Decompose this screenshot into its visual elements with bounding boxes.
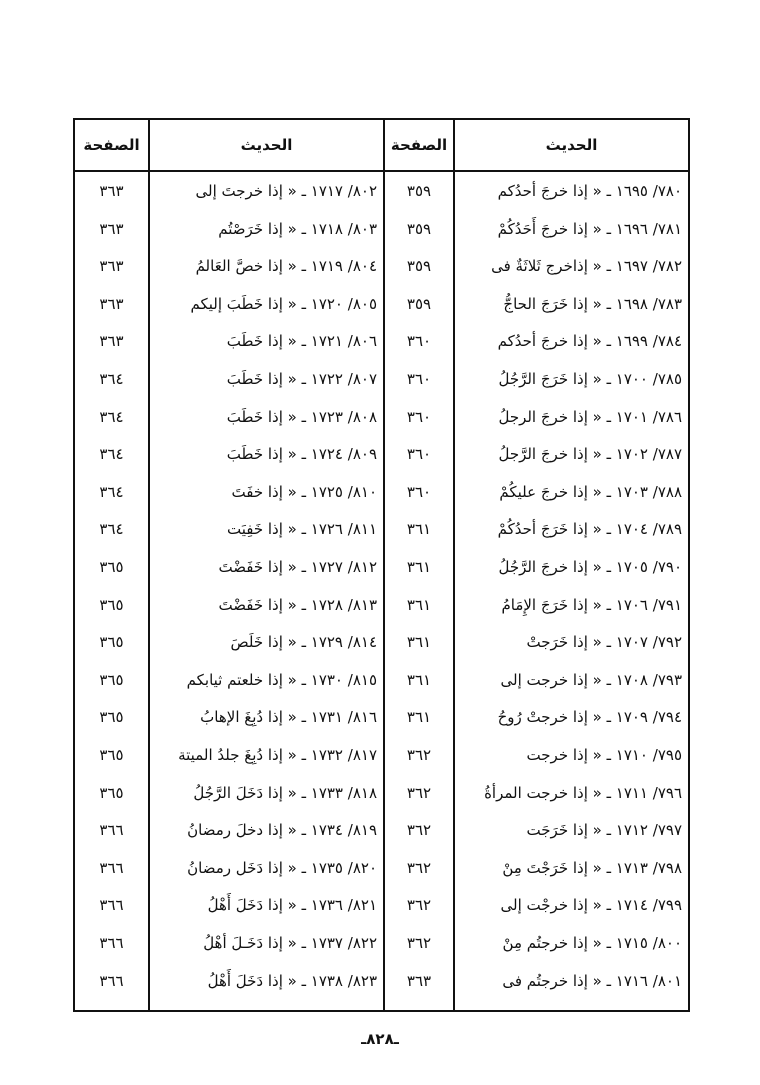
table-row (75, 887, 688, 924)
page-right-cell: ٣٦٢ (406, 746, 432, 764)
hadith-right-cell: ٧٨١/ ١٦٩٦ ـ « إذا خرجَ أَحَدُكُمْ (497, 219, 682, 238)
hadith-left-cell: ٨١١/ ١٧٢٦ ـ « إذا خَفِيَت (226, 520, 377, 539)
table-row (75, 511, 688, 548)
hadith-right-cell: ٧٩٩/ ١٧١٤ ـ « إذا خرجْت إلى (500, 896, 682, 915)
hadith-left-cell: ٨٢٣/ ١٧٣٨ ـ « إذا دَخَلَ أَهْلُ (207, 971, 377, 990)
page-left-cell: ٣٦٤ (99, 520, 124, 539)
hadith-right-cell: ٨٠١/ ١٧١٦ ـ « إذا خرجتُم فى (502, 971, 682, 990)
hadith-left-cell: ٨٠٢/ ١٧١٧ ـ « إذا خرجتَ إلى (195, 182, 377, 200)
hadith-left-cell: ٨٢١/ ١٧٣٦ ـ « إذا دَخَلَ أَهْلُ (207, 896, 377, 915)
hadith-left-cell: ٨١٥/ ١٧٣٠ ـ « إذا خلعتم ثيابكم (186, 670, 377, 689)
hadith-right-cell: ٧٩١/ ١٧٠٦ ـ « إذا خَرَجَ الإِمَامُ (501, 595, 682, 614)
page-left-cell: ٣٦٣ (99, 182, 124, 200)
hadith-right-cell: ٧٨٢/ ١٦٩٧ ـ « إذاخرج ثَلاثَةٌ فى (491, 257, 682, 276)
page-right-cell: ٣٦١ (406, 595, 432, 614)
page-right-cell: ٣٦٠ (406, 445, 432, 464)
page-left-cell: ٣٦٦ (99, 934, 124, 952)
header-page-left: الصفحة (83, 136, 140, 154)
page-left-cell: ٣٦٥ (99, 558, 124, 576)
page-left-cell: ٣٦٤ (99, 482, 124, 501)
page-left-cell: ٣٦٤ (99, 407, 124, 426)
page-right-cell: ٣٦١ (406, 520, 432, 539)
table-row (75, 662, 688, 699)
hadith-right-cell: ٧٨٧/ ١٧٠٢ ـ « إذا خرجَ الرَّجلُ (498, 445, 682, 464)
hadith-right-cell: ٧٩٤/ ١٧٠٩ ـ « إذا خرجتْ رُوحُ (497, 708, 682, 727)
hadith-right-cell: ٧٩٠/ ١٧٠٥ ـ « إذا خرجَ الرَّجُلُ (498, 558, 682, 576)
page-left-cell: ٣٦٦ (99, 971, 124, 990)
page-left-cell: ٣٦٣ (99, 219, 124, 238)
hadith-left-cell: ٨٠٥/ ١٧٢٠ ـ « إذا خَطَبَ إليكم (190, 294, 377, 313)
table-row (75, 399, 688, 436)
table-row (75, 850, 688, 887)
hadith-right-cell: ٧٩٢/ ١٧٠٧ ـ « إذا خَرَجتْ (526, 633, 682, 652)
page-right-cell: ٣٦٠ (406, 332, 432, 351)
table-row (75, 436, 688, 473)
table-row (75, 549, 688, 586)
table-row (75, 211, 688, 248)
table-row (75, 699, 688, 736)
hadith-right-cell: ٧٨٣/ ١٦٩٨ ـ « إذا خَرَجَ الحاجُّ (503, 294, 682, 313)
page-right-cell: ٣٦٣ (406, 971, 432, 990)
page-left-cell: ٣٦٥ (99, 708, 124, 727)
hadith-left-cell: ٨١٤/ ١٧٢٩ ـ « إذا خَلَصَ (230, 633, 377, 652)
header-page-right: الصفحة (390, 136, 448, 154)
hadith-right-cell: ٧٩٣/ ١٧٠٨ ـ « إذا خرجت إلى (500, 670, 682, 689)
page-left-cell: ٣٦٣ (99, 257, 124, 276)
table-row (75, 925, 688, 962)
table-row (75, 474, 688, 511)
hadith-right-cell: ٧٨٨/ ١٧٠٣ ـ « إذا خرجَ عليكُمْ (499, 482, 682, 501)
page-right-cell: ٣٦٠ (406, 407, 432, 426)
page-left-cell: ٣٦٥ (99, 633, 124, 652)
hadith-left-cell: ٨٠٩/ ١٧٢٤ ـ « إذا خَطَبَ (226, 445, 377, 464)
page-right-cell: ٣٦١ (406, 670, 432, 689)
hadith-right-cell: ٧٩٨/ ١٧١٣ ـ « إذا خَرَجْتَ مِنْ (502, 858, 682, 877)
page-right-cell: ٣٥٩ (406, 257, 432, 276)
hadith-left-cell: ٨١٣/ ١٧٢٨ ـ « إذا خَفَضْتَ (218, 595, 377, 614)
hadith-right-cell: ٧٩٦/ ١٧١١ ـ « إذا خرجت المرأةُ (484, 783, 682, 802)
hadith-left-cell: ٨٠٤/ ١٧١٩ ـ « إذا خصَّ العَالمُ (195, 257, 377, 276)
hadith-right-cell: ٧٨٩/ ١٧٠٤ ـ « إذا خَرَجَ أحدُكُمْ (497, 520, 682, 539)
hadith-left-cell: ٨١٢/ ١٧٢٧ ـ « إذا خَفَضْتَ (218, 558, 377, 576)
table-row (75, 323, 688, 360)
table-row (75, 812, 688, 849)
hadith-left-cell: ٨٠٧/ ١٧٢٢ ـ « إذا خَطَبَ (226, 370, 377, 388)
hadith-right-cell: ٧٩٧/ ١٧١٢ ـ « إذا خَرَجَت (526, 821, 682, 840)
header-hadith-right: الحديث (545, 136, 598, 154)
table-row (75, 587, 688, 624)
hadith-left-cell: ٨٠٣/ ١٧١٨ ـ « إذا خَرَصْتُم (218, 219, 377, 238)
hadith-left-cell: ٨١٠/ ١٧٢٥ ـ « إذا خفَتَ (231, 482, 377, 501)
page-left-cell: ٣٦٦ (99, 821, 124, 840)
page-number: ـ٨٢٨ـ (361, 1030, 399, 1048)
page-right-cell: ٣٦١ (406, 558, 432, 576)
hadith-left-cell: ٨٢٠/ ١٧٣٥ ـ « إذا دَخَل رمضانُ (187, 858, 377, 877)
page-left-cell: ٣٦٥ (99, 783, 124, 802)
page-right-cell: ٣٦٢ (406, 821, 432, 840)
hadith-left-cell: ٨٠٨/ ١٧٢٣ ـ « إذا خَطَبَ (226, 407, 377, 426)
page-left-cell: ٣٦٤ (99, 370, 124, 388)
page-right-cell: ٣٦١ (406, 708, 432, 727)
table-row (75, 624, 688, 661)
hadith-right-cell: ٨٠٠/ ١٧١٥ ـ « إذا خرجتُم مِنْ (502, 934, 682, 952)
hadith-left-cell: ٨١٩/ ١٧٣٤ ـ « إذا دخلَ رمضانُ (187, 821, 377, 840)
page-right-cell: ٣٥٩ (406, 182, 432, 200)
table-row (75, 286, 688, 323)
hadith-index-table (73, 118, 690, 1012)
hadith-left-cell: ٨٢٢/ ١٧٣٧ ـ « إذا دَخَـلَ أهْلُ (203, 934, 377, 952)
hadith-left-cell: ٨٠٦/ ١٧٢١ ـ « إذا خَطَبَ (226, 332, 377, 351)
hadith-right-cell: ٧٨٠/ ١٦٩٥ ـ « إذا خرجَ أحدُكم (497, 182, 682, 200)
hadith-right-cell: ٧٩٥/ ١٧١٠ ـ « إذا خرجت (526, 746, 682, 764)
page-left-cell: ٣٦٦ (99, 858, 124, 877)
hadith-right-cell: ٧٨٦/ ١٧٠١ ـ « إذا خرجَ الرجلُ (498, 407, 682, 426)
page-right-cell: ٣٦٢ (406, 783, 432, 802)
table-row (75, 173, 688, 210)
header-hadith-left: الحديث (240, 136, 293, 154)
page-left-cell: ٣٦٥ (99, 746, 124, 764)
page-left-cell: ٣٦٣ (99, 294, 124, 313)
hadith-left-cell: ٨١٨/ ١٧٣٣ ـ « إذا دَخَلَ الرَّجُلُ (193, 783, 377, 802)
page-right-cell: ٣٦٢ (406, 896, 432, 915)
hadith-left-cell: ٨١٦/ ١٧٣١ ـ « إذا دُبِغَ الإهابُ (200, 708, 377, 727)
page-right-cell: ٣٥٩ (406, 294, 432, 313)
page-right-cell: ٣٦٢ (406, 858, 432, 877)
hadith-left-cell: ٨١٧/ ١٧٣٢ ـ « إذا دُبِغَ جلدُ الميتة (178, 746, 377, 764)
table-row (75, 963, 688, 1000)
page-left-cell: ٣٦٤ (99, 445, 124, 464)
page-left-cell: ٣٦٣ (99, 332, 124, 351)
page-right-cell: ٣٦٢ (406, 934, 432, 952)
page-right-cell: ٣٦١ (406, 633, 432, 652)
page-right-cell: ٣٦٠ (406, 482, 432, 501)
table-row (75, 775, 688, 812)
table-row (75, 737, 688, 774)
hadith-right-cell: ٧٨٥/ ١٧٠٠ ـ « إذا خَرَجَ الرَّجُلُ (498, 370, 682, 388)
header-divider (75, 170, 688, 172)
page-left-cell: ٣٦٥ (99, 595, 124, 614)
table-row (75, 248, 688, 285)
page-right-cell: ٣٥٩ (406, 219, 432, 238)
page-right-cell: ٣٦٠ (406, 370, 432, 388)
table-row (75, 361, 688, 398)
hadith-right-cell: ٧٨٤/ ١٦٩٩ ـ « إذا خرجَ أحدُكم (497, 332, 682, 351)
page-left-cell: ٣٦٦ (99, 896, 124, 915)
page-left-cell: ٣٦٥ (99, 670, 124, 689)
